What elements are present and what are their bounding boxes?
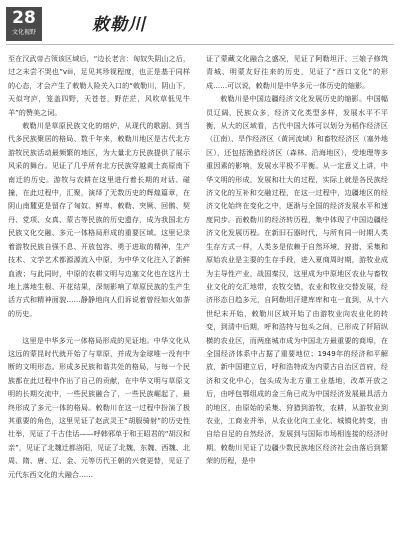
page-header: [0, 0, 400, 46]
section-label: 文化视野: [11, 29, 36, 36]
page-badge: [6, 7, 42, 41]
paragraph: 至在汉武帝占领该区域后，“边长老言：匈奴失阴山之后，过之未尝不哭也”viii，足见其珍视程度，也正是基于同样的心态，才会产生了敕勒人险关入口的“敕勒川，阴山下，天似穹庐，笼盖四野，天苍苍，野茫茫，风吹草低见牛羊”的赞美之词。: [8, 54, 190, 117]
page-number: 28: [12, 8, 36, 28]
left-column: [8, 52, 190, 481]
paragraph: 敕勒川是中国边疆经济文化发展历史的缩影。中国幅员辽阔，民族众多，经济文化类型多样，发展水平不平衡，从大的区域看，古代中国大体可以划分为稻作经济区（江南）、旱作经济区（黄河流域）和畜牧经济区（塞外地区），还包括渔猎经济区（森林、沿海地区），受地理等多重因素的影响，发展水平极不平衡。从一定意义上讲，中华文明的形成，发展和壮大的过程，实际上就是各民族经济文化的互补和交融过程，在这一过程中，边疆地区的经济文化始终在变化之中，逐渐与全国的经济发展水平和速度同步。而敕勒川的经济转历程，集中体现了中国边疆经济文化发展历程。在新旧石器时代，与所有同一时期人类生存方式一样，人类多是依赖于自然环境，狩猎、采集和原始农业是主要的生存手段，进入夏商周时期，游牧业成为主导性产业，战国秦汉，这里成为中原地区农业与畜牧业文化的交汇地带，农牧交错，农业和牧业交替发展，经济形态日趋多元，自阿勒坦汗建库库和屯一直到，从十六世纪末开始，敕勒川区域开始了由游牧业向农业化的转变，到清中后期，呼和浩特与包头之间，已形成了阡陌纵横的农业区，而两座城市成为中国北方最重要的商埠，在全国经济体系中占据了重要地位；1949年的经济和平解放，新中国建立后，呼和浩特成为内蒙古自治区首府，经济和文化中心，包头成为北方重工业基地，改革开放之后，由呼包鄂组成的金三角已成为中国经济发展最具活力的地区，由原始的采集、狩猎到游牧，农耕，从游牧业到农业，工商业并举，从农业化向工业化、城镇化转变，由自给自足的自然经济，发展到与国际市场相连接的经济时期。敕勒川见证了边疆少数民族地区经济社会由落后到繁荣的历程，是中: [206, 94, 388, 466]
paragraph: 这里是中华多元一体格局形成的见证地。中华文化从这远的蒙昆时代就开始了与草原，并成为金球唯一没有中断的文明形态。形成多民族和谐共处的格局，与每一个民族都在此过程中作出了自己的贡献，在中华文明与草原文明的长期交流中，一些民族融合了，一些民族崛起了，最终形成了多元一体的格局。敕勒川在这一过程中扮演了极其重要的角色，这里见证了赵武灵王“胡服骑射”的历史性壮举，见证了千古佳话——呼韩邪单于和王昭君的“胡汉和亲”，见证了北魏迁都洛阳，见证了北魏、东魏、西魏、北周、隋、唐、辽、金、元等历代王朝的兴衰更替，见证了元代东西文化的大融合……: [8, 335, 190, 479]
paragraph: 敕勒川是草原民族文化的熔炉，从现代的歌剧、到当代多民族聚居的格局、数千年来，敕勒川地区是古代北方游牧民族活动最频繁的地区，为大量北方民族提供了展示风采的舞台。见证了几乎所有北方民族穿越黄土高原南下南迁的历史。游牧与农耕在这里进行着长期的对话、碰撞，在此过程中，汇聚，演绎了无数历史的辉煌篇章，在阴山南麓更是留存了匈奴、鲜卑、敕勒、突厥、回鹘、契丹、党项、女真、蒙古等民族的历史遗存，成为我国北方民族文化交融、多元一体格局形成的重要区域。这里记录着游牧民族自强不息、开放包容、勇于进取的精神，生产技术、文学艺术都源源流入中原，为中华文化注入了新鲜血液；与此同时，中原的农耕文明与边塞文化也在这片土地上落地生根、开花结果，深刻影响了草原民族的生产生活方式和精神面貌……静静地向人们诉说着曾经如火如荼的历史。: [8, 121, 190, 318]
header-divider: [6, 44, 394, 45]
magazine-brand: 敕勒川: [92, 15, 146, 35]
paragraph: 证了蒙藏文化融合之盛况，见证了阿勒坦汗、三娘子修筑青城、明蒙友好往来的历史，见证了“西口文化”的形成……可以说，敕勒川是中华多元一体历史的缩影。: [206, 54, 388, 90]
right-column: [206, 52, 388, 468]
